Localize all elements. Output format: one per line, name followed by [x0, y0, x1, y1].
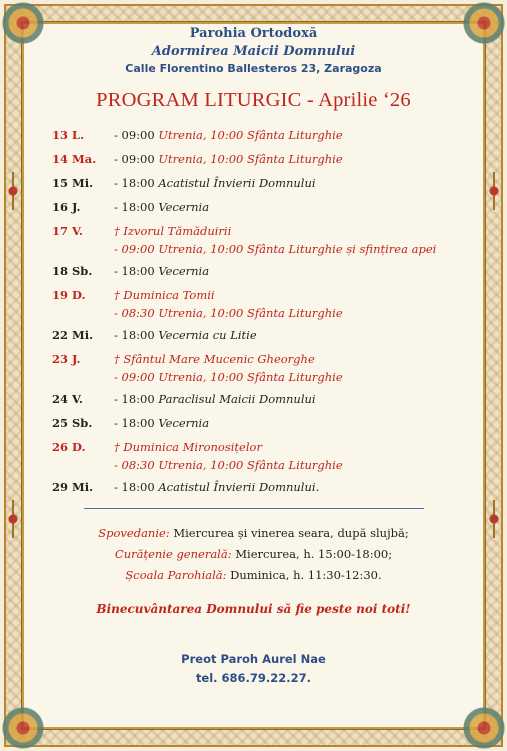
note-text: Miercurea și vinerea seara, după slujbă; [169, 526, 409, 540]
schedule-row [30, 198, 477, 216]
schedule-list [30, 126, 477, 496]
schedule-description [114, 414, 477, 432]
schedule-text: - 18:00 [114, 200, 159, 214]
side-ornament-icon [485, 172, 503, 210]
schedule-text: Acatistul Învierii Domnului. [158, 480, 320, 494]
corner-ornament-icon [0, 705, 46, 751]
schedule-text: Utrenia, 10:00 Sfânta Liturghie [158, 152, 343, 166]
schedule-description [114, 198, 477, 216]
note-line [30, 565, 477, 586]
schedule-text: - 09:00 Utrenia, 10:00 Sfânta Liturghie și sfințirea apei [114, 242, 437, 256]
parish-name: Parohia Ortodoxă [189, 26, 318, 41]
schedule-description [114, 174, 477, 192]
schedule-text: - 18:00 [114, 392, 159, 406]
schedule-day: 25 Sb. [52, 416, 93, 430]
schedule-text: - 09:00 [114, 128, 159, 142]
schedule-row [30, 262, 477, 280]
schedule-row [30, 150, 477, 168]
schedule-line [114, 240, 477, 258]
schedule-text: † Izvorul Tămăduirii [114, 224, 232, 238]
schedule-day: 17 V. [52, 224, 83, 238]
schedule-day: 24 V. [52, 392, 83, 406]
schedule-line [114, 326, 477, 344]
note-text: Miercurea, h. 15:00-18:00; [231, 547, 393, 561]
schedule-description [114, 438, 477, 474]
schedule-day: 16 J. [52, 200, 81, 214]
schedule-line [114, 150, 477, 168]
schedule-line [114, 126, 477, 144]
schedule-text: - 09:00 Utrenia, 10:00 Sfânta Liturghie [114, 370, 343, 384]
blessing-text: Binecuvântarea Domnului să fie peste noi toti! [96, 602, 411, 616]
schedule-description [114, 150, 477, 168]
schedule-line [114, 390, 477, 408]
note-label: Școala Parohială: [125, 568, 227, 582]
page-title: PROGRAM LITURGIC - Aprilie ‘26 [96, 89, 411, 111]
schedule-text: Vecernia [158, 264, 210, 278]
schedule-description [114, 222, 477, 258]
signature-block [30, 650, 477, 688]
schedule-day: 18 Sb. [52, 264, 93, 278]
schedule-row [30, 478, 477, 496]
schedule-text: - 18:00 [114, 416, 159, 430]
schedule-text: - 18:00 [114, 264, 159, 278]
schedule-description [114, 350, 477, 386]
schedule-line [114, 414, 477, 432]
schedule-line [114, 478, 477, 496]
schedule-row [30, 222, 477, 258]
schedule-text: - 08:30 Utrenia, 10:00 Sfânta Liturghie [114, 306, 343, 320]
note-label: Spovedanie: [98, 526, 170, 540]
parish-dedication: Adormirea Maicii Domnului [151, 44, 356, 59]
divider [84, 508, 424, 509]
schedule-text: Vecernia cu Litie [158, 328, 257, 342]
schedule-day: 29 Mi. [52, 480, 94, 494]
schedule-line [114, 350, 477, 368]
note-text: Duminica, h. 11:30-12:30. [226, 568, 382, 582]
poster-content [30, 24, 477, 688]
notes-section [30, 523, 477, 586]
schedule-day: 13 L. [52, 128, 85, 142]
schedule-row [30, 350, 477, 386]
schedule-text: - 18:00 [114, 328, 159, 342]
schedule-line [114, 368, 477, 386]
schedule-line [114, 304, 477, 322]
schedule-row [30, 438, 477, 474]
schedule-day: 23 J. [52, 352, 81, 366]
schedule-line [114, 222, 477, 240]
phone-number: tel. 686.79.22.27. [195, 671, 312, 685]
schedule-description [114, 326, 477, 344]
schedule-text: - 18:00 [114, 480, 159, 494]
schedule-text: - 08:30 Utrenia, 10:00 Sfânta Liturghie [114, 458, 343, 472]
schedule-day: 22 Mi. [52, 328, 94, 342]
schedule-row [30, 286, 477, 322]
schedule-text: - 09:00 [114, 152, 159, 166]
note-line [30, 523, 477, 544]
schedule-day: 19 D. [52, 288, 86, 302]
schedule-description [114, 286, 477, 322]
schedule-text: † Sfântul Mare Mucenic Gheorghe [114, 352, 315, 366]
side-ornament-icon [485, 500, 503, 538]
note-line [30, 544, 477, 565]
note-label: Curățenie generală: [114, 547, 232, 561]
schedule-day: 15 Mi. [52, 176, 94, 190]
schedule-line [114, 456, 477, 474]
schedule-description [114, 478, 477, 496]
schedule-line [114, 174, 477, 192]
side-ornament-icon [4, 172, 22, 210]
schedule-text: † Duminica Tomii [114, 288, 215, 302]
schedule-text: - 18:00 [114, 176, 159, 190]
schedule-row [30, 390, 477, 408]
schedule-day: 14 Ma. [52, 152, 97, 166]
schedule-row [30, 414, 477, 432]
schedule-line [114, 438, 477, 456]
schedule-text: Vecernia [158, 416, 210, 430]
schedule-day: 26 D. [52, 440, 86, 454]
schedule-text: Vecernia [158, 200, 210, 214]
schedule-description [114, 390, 477, 408]
schedule-row [30, 174, 477, 192]
schedule-text: † Duminica Mironosițelor [114, 440, 262, 454]
schedule-description [114, 262, 477, 280]
schedule-text: Utrenia, 10:00 Sfânta Liturghie [158, 128, 343, 142]
schedule-line [114, 198, 477, 216]
corner-ornament-icon [461, 705, 507, 751]
schedule-row [30, 326, 477, 344]
schedule-text: Paraclisul Maicii Domnului [158, 392, 316, 406]
side-ornament-icon [4, 500, 22, 538]
schedule-text: Acatistul Învierii Domnului [158, 176, 316, 190]
schedule-row [30, 126, 477, 144]
priest-name: Preot Paroh Aurel Nae [181, 652, 326, 666]
schedule-line [114, 286, 477, 304]
schedule-line [114, 262, 477, 280]
parish-address: Calle Florentino Ballesteros 23, Zaragoza [125, 62, 382, 75]
schedule-description [114, 126, 477, 144]
